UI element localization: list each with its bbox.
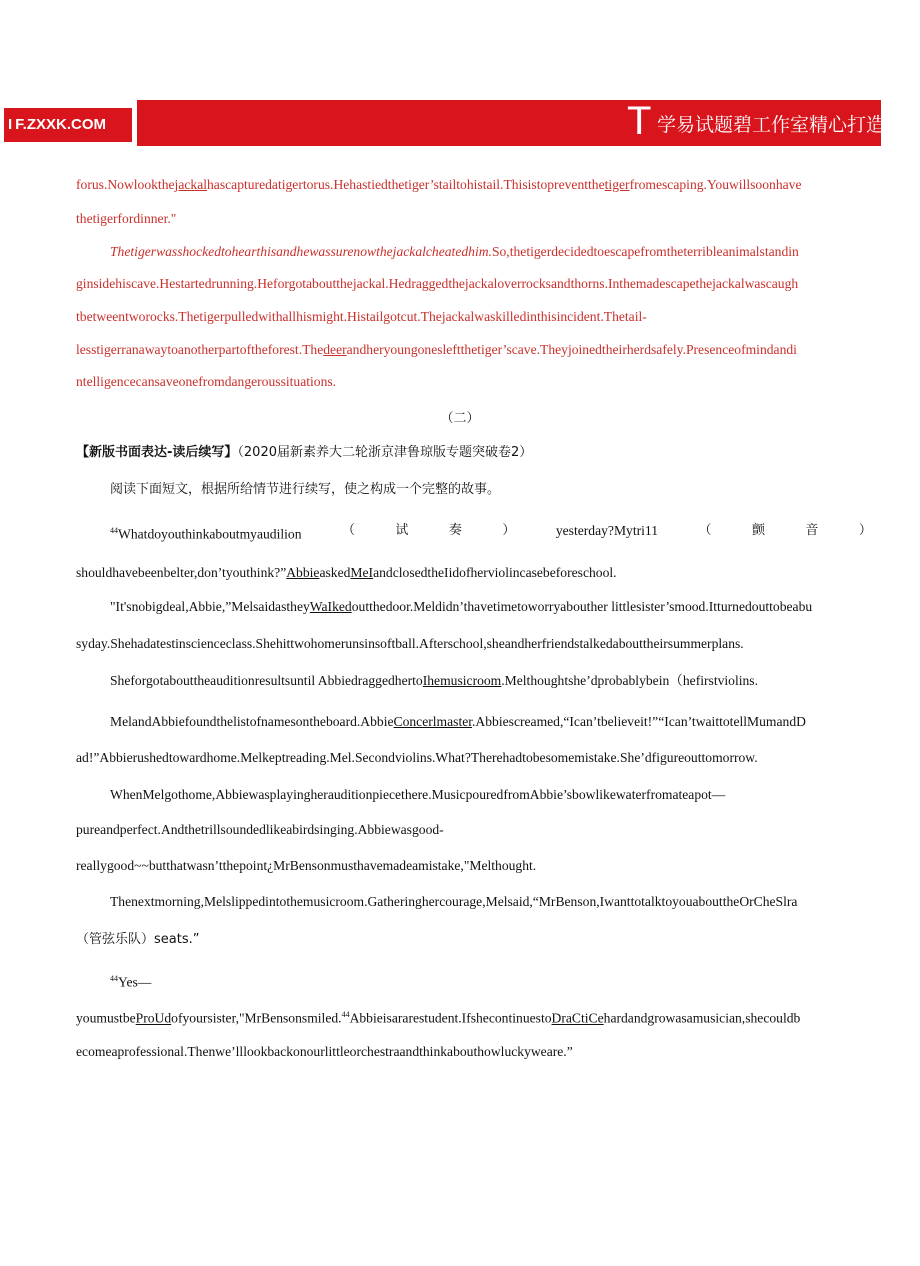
text: Whatdoyouthinkaboutmyaudilion bbox=[118, 526, 302, 542]
cjk-char: 奏 bbox=[448, 523, 462, 538]
text: fromescaping.Youwillsoonhave bbox=[629, 177, 802, 192]
story2-line-8: WhenMelgothome,Abbiewasplayingherauditionpiecethere.MusicpouredfromAbbie’sbowlikewaterfromateapot— bbox=[110, 787, 726, 802]
text: Sheforgotabouttheauditionresultsuntil Abbiedraggedherto bbox=[110, 673, 423, 688]
story2-line-13 bbox=[110, 970, 881, 992]
superscript: 44 bbox=[110, 526, 118, 535]
banner-letter: T bbox=[627, 99, 652, 143]
site-logo-text: I F.ZXXK.COM bbox=[8, 116, 107, 133]
banner-slogan: 学易试题碧工作室精心打造, bbox=[657, 115, 891, 136]
text: hardandgrowasamusician,shecouldb bbox=[603, 1010, 801, 1026]
paren: ） bbox=[502, 523, 516, 538]
story1-line-5 bbox=[76, 308, 881, 326]
text: （管弦乐队）seats.” bbox=[76, 932, 200, 947]
italic-text: Thetigerwasshockedtohearthisandhewassurenowthejackalcheatedhim. bbox=[110, 244, 492, 259]
story2-line-1 bbox=[110, 522, 872, 544]
story2-line-14 bbox=[76, 1006, 881, 1028]
underlined-word: Concerlmaster bbox=[393, 714, 473, 729]
story2-line-5 bbox=[110, 672, 881, 690]
underlined-word: tiger bbox=[604, 177, 630, 192]
story2-line-2 bbox=[76, 564, 881, 582]
cjk-char: 颤 bbox=[751, 523, 765, 538]
text: ginsidehiscave.Hestartedrunning.Heforgotaboutthejackal.Hedraggedthejackaloverrocksandthorns.Inthemadescapethejackalwascaugh bbox=[76, 276, 799, 291]
story1-line-6 bbox=[76, 341, 881, 359]
text: ntelligencecansaveonefromdangeroussituations. bbox=[76, 374, 337, 389]
underlined-word: Abbie bbox=[286, 565, 320, 580]
text: outthedoor.Meldidn’thavetimetoworryabouther littlesister’smood.Itturnedouttobeabu bbox=[351, 599, 813, 614]
story2-line-3 bbox=[110, 598, 881, 616]
text: hascapturedatigertorus.Hehastiedthetiger’stailtohistail.Thisistopreventthe bbox=[207, 177, 605, 192]
text: So,thetigerdecidedtoescapefromtheterribleanimalstandin bbox=[491, 244, 799, 259]
superscript: 44 bbox=[110, 974, 118, 983]
underlined-word: MeI bbox=[350, 565, 374, 580]
paren: （ bbox=[341, 523, 355, 538]
text: thetigerfordinner." bbox=[76, 211, 177, 226]
paren: ） bbox=[858, 523, 872, 538]
task-instruction: 阅读下面短文，根据所给情节进行续写，使之构成一个完整的故事。 bbox=[110, 482, 501, 497]
underlined-word: DraCtiCe bbox=[551, 1010, 604, 1026]
story2-line-11: Thenextmorning,Melslippedintothemusicroom.Gatheringhercourage,Melsaid,“MrBenson,IwanttotalktoyouabouttheOrCheSlra bbox=[110, 894, 798, 909]
text: asked bbox=[319, 565, 351, 580]
text: Yes— bbox=[118, 974, 152, 990]
story2-line-12 bbox=[76, 930, 881, 949]
task-title-bold: 【新版书面表达-读后续写】 bbox=[76, 445, 238, 460]
text: Abbieisararestudent.Ifshecontinuesto bbox=[349, 1010, 552, 1026]
story2-line-7: ad!”Abbierushedtowardhome.Melkeptreading.Mel.Secondviolins.What?Therehadtobesomemistake.She’dfigureouttomorrow. bbox=[76, 750, 758, 765]
text: .Melthoughtshe’dprobablybein（hefirstviolins. bbox=[501, 673, 759, 688]
text: "It'snobigdeal,Abbie,”Melsaidasthey bbox=[110, 599, 310, 614]
text bbox=[110, 522, 302, 544]
text: andclosedtheIidofherviolincasebeforeschool. bbox=[373, 565, 617, 580]
task-title bbox=[76, 444, 881, 462]
cjk-char: 音 bbox=[805, 523, 819, 538]
site-logo bbox=[4, 108, 132, 142]
underlined-word: jackal bbox=[174, 177, 207, 192]
text: .Abbiescreamed,“Ican’tbelieveit!”“Ican’twaittotellMumandD bbox=[472, 714, 806, 729]
story1-line-2 bbox=[76, 210, 881, 228]
story1-line-7 bbox=[76, 373, 881, 391]
story1-line-3 bbox=[110, 243, 881, 261]
text: MelandAbbiefoundthelistofnamesontheboard.Abbie bbox=[110, 714, 394, 729]
text: tbetweentworocks.Thetigerpulledwithallhismight.Histailgotcut.Thejackalwaskilledinthisincident.Thetail- bbox=[76, 309, 647, 324]
header-banner bbox=[137, 99, 891, 146]
story2-line-4: syday.Shehadatestinscienceclass.Shehittwohomerunsinsoftball.Afterschool,sheandherfriendstalkedabouttheirsummerplans. bbox=[76, 636, 744, 651]
underlined-word: ProUd bbox=[135, 1010, 172, 1026]
text: yesterday?Mytri11 bbox=[555, 523, 659, 538]
story2-line-9: pureandperfect.Andthetrillsoundedlikeabirdsinging.Abbiewasgood- bbox=[76, 822, 444, 837]
text: shouldhavebeenbelter,don’tyouthink?” bbox=[76, 565, 287, 580]
story1-line-1 bbox=[76, 176, 881, 194]
story2-line-15: ecomeaprofessional.Thenwe’lllookbackonourlittleorchestraandthinkabouthowluckyweare.” bbox=[76, 1044, 573, 1059]
text: lesstigerranawaytoanotherpartoftheforest.The bbox=[76, 342, 324, 357]
text: forus.Nowlookthe bbox=[76, 177, 175, 192]
underlined-word: deer bbox=[323, 342, 347, 357]
underlined-word: Ihemusicroom bbox=[422, 673, 502, 688]
story2-line-10: reallygood~~butthatwasn’tthepoint¿MrBensonmusthavemadeamistake,"Melthought. bbox=[76, 858, 537, 873]
text: youmustbe bbox=[76, 1010, 136, 1026]
task-title-rest: （2020届新素养大二轮浙京津鲁琼版专题突破卷2） bbox=[237, 445, 533, 460]
paren: （ bbox=[698, 523, 712, 538]
underlined-word: WaIked bbox=[309, 599, 352, 614]
superscript: 44 bbox=[341, 1010, 350, 1019]
story2-line-6 bbox=[110, 713, 881, 731]
text: andheryoungonesleftthetiger’scave.Theyjoinedtheirherdsafely.Presenceofmindandi bbox=[346, 342, 797, 357]
story1-line-4 bbox=[76, 275, 881, 293]
text: ofyoursister,"MrBensonsmiled. bbox=[171, 1010, 342, 1026]
cjk-char: 试 bbox=[395, 523, 409, 538]
section-mark: （二） bbox=[440, 411, 480, 426]
